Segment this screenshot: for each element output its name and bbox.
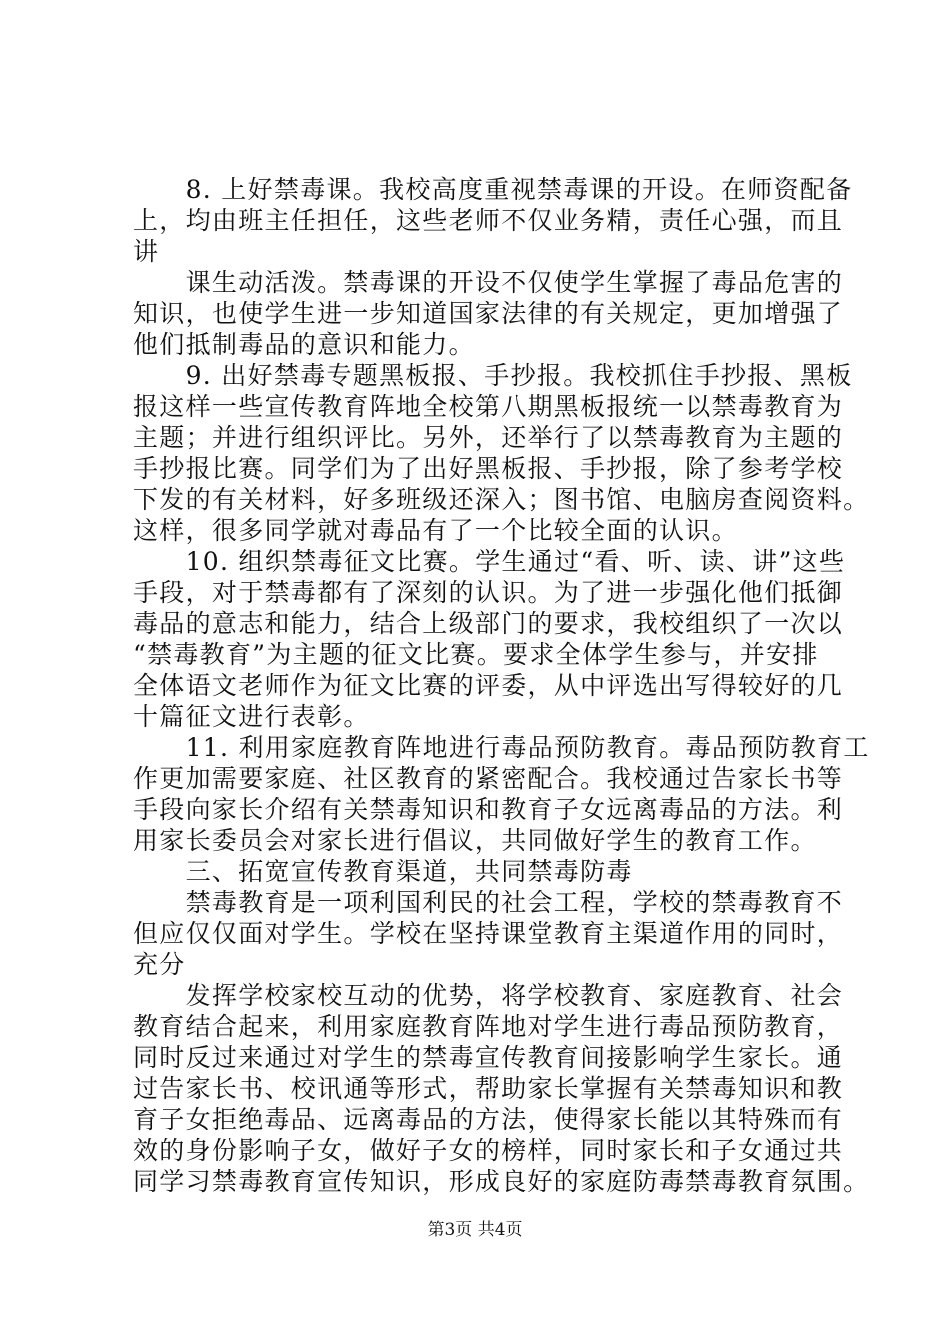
text-line: 这样，很多同学就对毒品有了一个比较全面的认识。	[133, 516, 738, 545]
text-line: 10. 组织禁毒征文比赛。学生通过“看、听、读、讲”这些	[133, 547, 846, 576]
text-line: 过告家长书、校讯通等形式，帮助家长掌握有关禁毒知识和教	[133, 1074, 844, 1103]
text-line: 充分	[133, 950, 186, 979]
text-line: 手段向家长介绍有关禁毒知识和教育子女远离毒品的方法。利	[133, 795, 844, 824]
text-line: 11. 利用家庭教育阵地进行毒品预防教育。毒品预防教育工	[133, 733, 870, 762]
text-line: 上，均由班主任担任，这些老师不仅业务精，责任心强，而且	[133, 206, 844, 235]
text-line: 主题；并进行组织评比。另外，还举行了以禁毒教育为主题的	[133, 423, 844, 452]
text-line: 手抄报比赛。同学们为了出好黑板报、手抄报，除了参考学校	[133, 454, 844, 483]
text-line: 课生动活泼。禁毒课的开设不仅使学生掌握了毒品危害的	[133, 268, 844, 297]
text-line: 禁毒教育是一项利国利民的社会工程，学校的禁毒教育不	[133, 888, 844, 917]
text-line: 效的身份影响子女，做好子女的榜样，同时家长和子女通过共	[133, 1136, 844, 1165]
text-line: 讲	[133, 237, 160, 266]
text-line: “禁毒教育”为主题的征文比赛。要求全体学生参与，并安排	[133, 640, 819, 669]
text-line: 发挥学校家校互动的优势，将学校教育、家庭教育、社会	[133, 981, 844, 1010]
text-line: 报这样一些宣传教育阵地全校第八期黑板报统一以禁毒教育为	[133, 392, 844, 421]
section-heading: 三、拓宽宣传教育渠道，共同禁毒防毒	[133, 857, 633, 886]
text-line: 8. 上好禁毒课。我校高度重视禁毒课的开设。在师资配备	[133, 175, 853, 204]
text-line: 知识，也使学生进一步知道国家法律的有关规定，更加增强了	[133, 299, 844, 328]
text-line: 同时反过来通过对学生的禁毒宣传教育间接影响学生家长。通	[133, 1043, 844, 1072]
text-line: 作更加需要家庭、社区教育的紧密配合。我校通过告家长书等	[133, 764, 844, 793]
text-line: 9. 出好禁毒专题黑板报、手抄报。我校抓住手抄报、黑板	[133, 361, 853, 390]
text-line: 用家长委员会对家长进行倡议，共同做好学生的教育工作。	[133, 826, 817, 855]
text-line: 全体语文老师作为征文比赛的评委，从中评选出写得较好的几	[133, 671, 844, 700]
page-footer: 第3页 共4页	[427, 1220, 523, 1240]
text-line: 同学习禁毒教育宣传知识，形成良好的家庭防毒禁毒教育氛围。	[133, 1167, 870, 1196]
text-line: 育子女拒绝毒品、远离毒品的方法，使得家长能以其特殊而有	[133, 1105, 844, 1134]
text-line: 下发的有关材料，好多班级还深入；图书馆、电脑房查阅资料。	[133, 485, 870, 514]
text-line: 手段，对于禁毒都有了深刻的认识。为了进一步强化他们抵御	[133, 578, 844, 607]
text-line: 但应仅仅面对学生。学校在坚持课堂教育主渠道作用的同时，	[133, 919, 844, 948]
text-line: 毒品的意志和能力，结合上级部门的要求，我校组织了一次以	[133, 609, 844, 638]
text-line: 他们抵制毒品的意识和能力。	[133, 330, 475, 359]
text-line: 教育结合起来，利用家庭教育阵地对学生进行毒品预防教育，	[133, 1012, 844, 1041]
text-line: 十篇征文进行表彰。	[133, 702, 370, 731]
